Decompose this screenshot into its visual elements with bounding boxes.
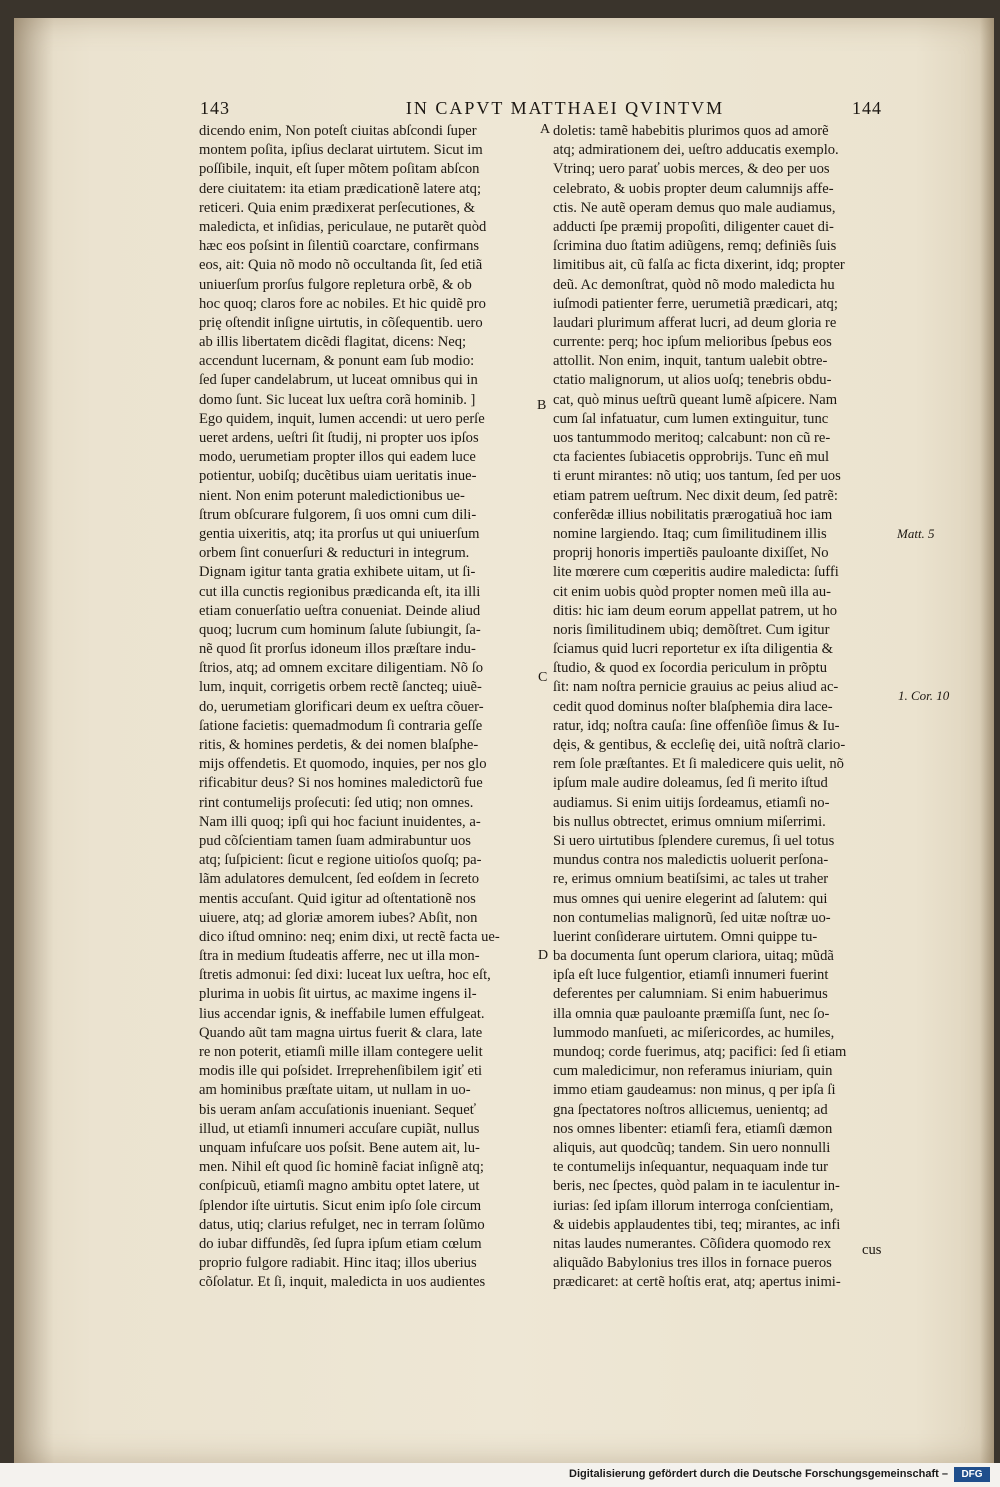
left-text-line: ſtretis admonui: ſed dixi: luceat lux ueſtra, hoc eſt,: [199, 967, 491, 984]
left-text-line: Dignam igitur tanta gratia exhibete uitam, ut ſi-: [199, 564, 476, 581]
right-text-line: nomine largiendo. Itaq; cum ſimilitudinem illis: [553, 525, 827, 542]
left-text-line: do, uerumetiam glorificari deum ex ueſtra cõuer-: [199, 698, 484, 715]
right-text-line: adducti ſpe præmij propoſiti, diligenter cauet di-: [553, 218, 834, 235]
right-text-line: nitas laudes numerantes. Cõſidera quomodo rex: [553, 1235, 832, 1252]
section-letter-c: C: [538, 670, 548, 685]
right-text-line: celebrato, & uobis propter deum calumnijs affe-: [553, 180, 834, 197]
left-text-line: modis ille qui poſsidet. Irreprehenſibilem igiť eti: [199, 1063, 483, 1080]
right-text-line: immo etiam gaudeamus: non minus, q per ipſa ſi: [553, 1082, 836, 1099]
right-text-line: laudari plurimum afferat lucri, ad deum gloria re: [553, 314, 837, 331]
right-text-line: doletis: tamẽ habebitis plurimos quos ad amorẽ: [553, 123, 829, 139]
right-text-line: ctis. Ne autẽ operam demus quo male audiamus,: [553, 199, 836, 216]
left-text-line: uniuerſum prorſus fulgore repletura orbẽ, & ob: [199, 276, 472, 293]
dfg-logo: DFG: [954, 1467, 990, 1482]
left-text-line: datus, utiq; clarius refulget, nec in terram ſolũmo: [199, 1216, 485, 1233]
left-text-line: hoc quoq; claros fore ac nobiles. Et hic quidẽ pro: [199, 295, 486, 312]
right-text-line: re, erimus omnium beatiſsimi, ac tales ut traher: [553, 871, 829, 888]
left-text-line: montem poſita, ipſius declarat uirtutem. Sicut im: [199, 142, 483, 159]
left-text-line: ſed ſuper candelabrum, ut luceat omnibus qui in: [199, 372, 478, 389]
right-text-line: luerint conſiderare uirtutem. Omni quippe tu-: [553, 928, 818, 945]
right-text-line: illa omnia quæ pauloante præmiſſa ſunt, nec ſo-: [553, 1005, 830, 1022]
right-text-line: conferẽdæ illius nobilitatis prærogatiuã hoc iam: [553, 506, 833, 523]
left-text-line: rificabitur deus? Si nos homines maledictorũ fue: [199, 775, 483, 792]
left-text-line: orbem ſint conuerſuri & reducturi in integrum.: [199, 545, 470, 562]
right-text-line: prædicaret: at certẽ hoſtis erat, atq; apertus inimi-: [553, 1274, 841, 1291]
left-text-line: quoq; lucrum cum hominum ſalute ſubiungit, ſa-: [199, 621, 481, 638]
right-text-line: ſciamus quid lucri reportetur ex iſta diligentia &: [553, 641, 834, 658]
left-text-line: modo, uerumetiam propter illos qui eadem luce: [199, 449, 476, 466]
right-text-line: ſit: nam noſtra pernicie grauius ac peius aliud ac-: [553, 679, 839, 696]
right-text-line: ſtudio, & quod ex ſocordia periculum in prõptu: [553, 660, 827, 677]
left-text-line: unquam infuſcare uos poſsit. Bene autem ait, lu-: [199, 1139, 480, 1156]
left-text-line: potientur, uobiſq; ducẽtibus uiam ueritatis inue-: [199, 468, 477, 485]
right-text-line: cedit quod dominus noſter blaſphemia dira lace-: [553, 698, 833, 715]
right-text-line: dęis, & gentibus, & eccleſię dei, uitã noſtrã clario-: [553, 737, 846, 753]
page-edge: [980, 18, 994, 1463]
left-text-line: accendunt lucernam, & ponunt eam ſub modio:: [199, 353, 475, 370]
right-text-line: nos omnes libenter: etiamſi fera, etiamſi dæmon: [553, 1120, 833, 1137]
right-text-line: noris ſimilitudinem ubiq; demõſtret. Cum igitur: [553, 621, 830, 638]
left-text-line: nient. Non enim poterunt maledictionibus ue-: [199, 487, 465, 504]
gutter-shadow: [14, 18, 54, 1463]
right-text-line: & uidebis applaudentes tibi, teq; mirantes, ac infi: [553, 1216, 841, 1233]
right-text-line: ipſum male audire doleamus, ſed ſi merito iſtud: [553, 775, 828, 792]
left-text-line: maledicta, et inſidias, periculaue, ne putarẽt quòd: [199, 218, 487, 235]
left-text-line: mijs offendetis. Et quomodo, inquies, per nos glo: [199, 756, 487, 773]
left-text-line: dere ciuitatem: ita etiam prædicationẽ latere atq;: [199, 180, 482, 197]
left-text-line: nẽ quod ſit prorſus idoneum illos præſtare indu-: [199, 641, 476, 658]
right-text-line: Vtrinq; uero parať uobis merces, & deo per uos: [553, 161, 830, 178]
left-text-line: plurima in uobis ſit uirtus, ac maxime ingens il-: [199, 986, 477, 1003]
right-text-line: ratur, idq; noſtra cauſa: ſine offenſiõe ſimus & Iu-: [553, 717, 840, 734]
left-text-line: lum, inquit, corrigetis orbem rectẽ ſancteq; uiuẽ-: [199, 679, 482, 696]
right-text-line: deferentes per calumniam. Si enim habuerimus: [553, 986, 828, 1003]
right-text-line: etiam patrem ueſtrum. Nec dixit deum, ſed patrẽ:: [553, 487, 838, 504]
left-text-line: re non poterit, etiamſi mille illam contegere uelit: [199, 1044, 483, 1060]
left-text-line: Ego quidem, inquit, lumen accendi: ut uero perſe: [199, 410, 485, 427]
right-text-line: ſcrimina duo ſtatim adiũgens, remq; definiẽs ſuis: [553, 238, 837, 255]
right-text-line: ba documenta ſunt operum clariora, uitaq; mũdã: [553, 948, 834, 965]
left-text-line: am hominibus præſtate uitam, ut nullam in uo-: [199, 1082, 471, 1099]
left-text-line: gentia uixeritis, atq; ita prorſus ut qui uniuerſum: [199, 525, 480, 542]
right-text-line: limitibus ait, cũ falſa ac ficta dixerint, idq; propter: [553, 257, 845, 274]
left-text-line: prię oſtendit inſigne uirtutis, in cõſequentib. uero: [199, 314, 483, 331]
running-title: IN CAPVT MATTHAEI QVINTVM: [405, 98, 725, 118]
page-number-left: 143: [200, 98, 230, 118]
section-letter-d: D: [538, 948, 549, 963]
left-text-line: eos, ait: Quia nõ modo nõ occultanda ſit, ſed etiã: [199, 257, 483, 274]
left-text-line: proprio fulgore radiabit. Hinc itaq; illos uberius: [199, 1255, 477, 1272]
left-text-line: ueret ardens, ueſtri ſit ſtudij, ni propter uos ipſos: [199, 430, 479, 446]
right-text-line: cum ſal infatuatur, cum lumen extinguitur, tunc: [553, 410, 829, 427]
left-text-line: men. Nihil eſt quod ſic hominẽ faciat inſignẽ atq;: [199, 1159, 484, 1176]
right-text-line: proprij honoris impertiẽs pauloante dixiſſet, No: [553, 545, 829, 562]
left-text-line: dicendo enim, Non poteſt ciuitas abſcondi ſuper: [199, 123, 477, 139]
right-text-column: [553, 122, 905, 1292]
right-text-line: te contumelijs inſequantur, nequaquam inde tur: [553, 1159, 829, 1176]
left-text-line: ſtrios, atq; ad omnem excitare diligentiam. Nõ ſo: [199, 660, 484, 677]
left-text-line: rint contumelijs proſecuti: ſed utiq; non omnes.: [199, 794, 474, 811]
margin-note-cor: 1. Cor. 10: [898, 688, 950, 703]
left-text-line: ritis, & homines perdetis, & dei nomen blaſphe-: [199, 737, 479, 753]
left-text-line: ſatione facietis: quemadmodum ſi contraria geſſe: [199, 717, 483, 734]
left-text-line: dico iſtud omnino: neq; enim dixi, ut rectẽ facta ue-: [199, 928, 500, 945]
left-text-line: atq; ſuſpicient: ſicut e regione uitioſos quoſq; pa-: [199, 852, 482, 869]
right-text-line: cat, quò minus ueſtrũ queant lumẽ aſpicere. Nam: [553, 391, 838, 408]
right-text-line: ipſa eſt luce fulgentior, etiamſi innumeri fuerint: [553, 967, 829, 984]
right-text-line: iuſmodi patienter ferre, uerumetiã prædicari, atq;: [553, 295, 838, 312]
left-text-line: bis ueram anſam accuſationis inueniant. Sequeť: [199, 1101, 476, 1118]
left-text-line: lius accendar ignis, & ineffabile lumen effulgeat.: [199, 1005, 485, 1022]
left-text-line: domo ſunt. Sic luceat lux ueſtra corã hominib. ]: [199, 391, 476, 408]
right-text-line: bis nullus obtrectet, erimus omnium miſerrimi.: [553, 813, 826, 830]
right-text-line: beris, nec ſpectes, quòd palam in te iaculentur in-: [553, 1178, 840, 1195]
right-text-line: ctatio malignorum, ut alios uoſq; tenebris obdu-: [553, 372, 832, 389]
left-text-line: do iubar diffundẽs, ſed ſupra ipſum etiam cœlum: [199, 1235, 482, 1252]
right-text-line: attollit. Non enim, inquit, tantum ualebit obtre-: [553, 353, 828, 370]
right-text-line: mundus contra nos maledictis uoluerit perſona-: [553, 852, 829, 869]
right-text-line: deũ. Ac demonſtrat, quòd nõ modo maledicta hu: [553, 276, 835, 293]
left-text-line: mentis accuſant. Quid igitur ad oſtentationẽ nos: [199, 890, 476, 907]
right-text-line: mundoq; corde fuerimus, atq; pacifici: ſed ſi etiam: [553, 1044, 847, 1060]
left-text-line: ab illis libertatem dicẽdi flagitat, dicens: Neq;: [199, 334, 467, 351]
left-text-line: etiam conuerſatio ueſtra conueniat. Deinde aliud: [199, 602, 481, 619]
left-text-line: Nam illi quoq; ipſi qui hoc faciunt inuidentes, a-: [199, 813, 481, 830]
left-text-line: illud, ut etiamſi innumeri accuſare cupiãt, nullus: [199, 1120, 480, 1137]
right-text-line: aliquis, aut quodcũq; tandem. Sin uero nonnulli: [553, 1139, 831, 1156]
section-letter-b: B: [537, 398, 547, 413]
footer-credit: Digitalisierung gefördert durch die Deutsche Forschungsgemeinschaft –: [569, 1468, 948, 1480]
left-text-line: cõſolatur. Et ſi, inquit, maledicta in uos audientes: [199, 1274, 486, 1291]
left-text-line: ſplendor iſte uirtutis. Sicut enim ipſo ſole circum: [199, 1197, 482, 1214]
margin-note-matt: Matt. 5: [897, 526, 935, 541]
right-text-line: non contumelias malignorũ, ſed uitæ noſtræ uo-: [553, 909, 831, 926]
left-text-line: ſtra in medium ſtudeatis afferre, nec ut illa mon-: [199, 948, 480, 965]
left-text-line: ſtrum obſcurare fulgorem, ſi uos omni cum dili-: [199, 506, 477, 523]
page-number-right: 144: [852, 98, 882, 118]
right-text-line: gna ſpectatores noſtros allicιemus, uenientq; ad: [553, 1101, 828, 1118]
left-text-line: pud cõſcientiam tamen ſuam admirabuntur uos: [199, 832, 471, 849]
right-text-line: ti erunt mirantes: nõ utiq; uos tantum, ſed per uos: [553, 468, 841, 485]
right-text-line: mus omnes qui uenire elegerint ad ſalutem: qui: [553, 890, 828, 907]
right-text-line: lite mœrere cum cœperitis audire maledicta: ſuffi: [553, 564, 839, 581]
right-text-line: Si uero uirtutibus ſplendere curemus, ſi uel totus: [553, 832, 835, 849]
left-text-line: cut illa cunctis regionibus prædicanda eſt, ita illi: [199, 583, 481, 600]
left-text-line: poſſibile, inquit, eſt ſuper mõtem poſitam abſcon: [199, 161, 480, 178]
left-text-line: Quando aũt tam magna uirtus fuerit & clara, late: [199, 1024, 483, 1041]
right-text-line: aliquãdo Babylonius tres illos in fornace pueros: [553, 1255, 832, 1272]
right-text-line: ditis: hic iam deum eorum appellat patrem, ut ho: [553, 602, 838, 619]
section-letter-a: A: [540, 122, 551, 137]
footer-bar: [0, 1463, 1000, 1487]
right-text-line: rem ſole præſtantes. Et ſi maledicere quis uelit, nõ: [553, 756, 844, 773]
left-text-line: reticeri. Quia enim prædixerat perſecutiones, &: [199, 199, 475, 216]
right-text-line: audiamus. Si enim uitijs ſordeamus, etiamſi no-: [553, 794, 830, 811]
right-text-line: cta facientes ſubiacetis opprobrijs. Tunc eñ mul: [553, 449, 830, 466]
right-text-line: uos tantummodo meritoq; calcabunt: non cũ re-: [553, 430, 831, 446]
left-text-line: lãm adulatores demulcent, ſed eoſdem in ſecreto: [199, 871, 480, 888]
catchword: cus: [862, 1242, 882, 1258]
left-text-column: [199, 122, 551, 1292]
right-text-line: cit enim uobis quòd propter nomen meũ illa au-: [553, 583, 832, 600]
left-text-line: hæc eos poſsint in ſilentiũ coarctare, confirmans: [199, 238, 480, 255]
right-text-line: lummodo manſueti, ac miſericordes, ac humiles,: [553, 1024, 835, 1041]
right-text-line: iurias: ſed ipſam illorum interroga conſcientiam,: [553, 1197, 834, 1214]
right-text-line: atq; admirationem dei, ueſtro adducatis exemplo.: [553, 142, 839, 159]
left-text-line: uiuere, atq; ad gloriæ amorem iubes? Abſit, non: [199, 909, 478, 926]
right-text-line: cum maledicimur, non referamus iniuriam, quin: [553, 1063, 833, 1080]
left-text-line: conſpicuũ, etiamſi magno ambitu optet latere, ut: [199, 1178, 480, 1195]
right-text-line: currente: perq; hoc ipſum melioribus ſpebus eos: [553, 334, 832, 351]
